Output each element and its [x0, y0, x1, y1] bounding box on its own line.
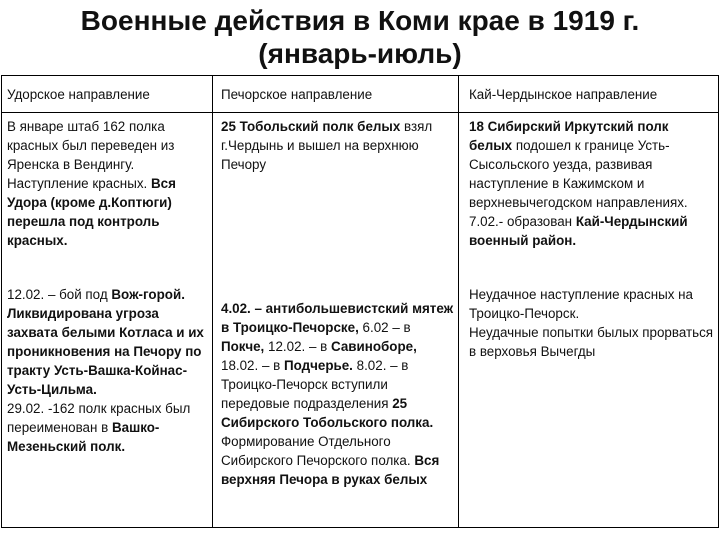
cell-bold-text: Подчерье.	[283, 358, 353, 373]
cell-pechora-2	[213, 281, 459, 528]
cell-bold-text: 18 Сибирский Иркутский полк белых	[469, 119, 669, 153]
cell-text: 7.02.- образован	[469, 214, 573, 229]
table-row	[2, 281, 719, 528]
military-actions-table	[1, 75, 719, 528]
cell-text: 12.02. – в	[268, 339, 328, 354]
cell-bold-text: Вся Удора (кроме д.Коптюги) перешла под контроль красных.	[7, 176, 176, 248]
cell-kai-cherdyn-1	[459, 113, 719, 282]
cell-bold-text: Вся верхняя Печора в руках белых	[221, 453, 440, 487]
cell-text: Неудачные попытки былых прорваться в верховья Вычегды	[469, 325, 714, 359]
cell-kai-cherdyn-2	[459, 281, 719, 528]
header-kai-cherdyn: Кай-Чердынское направление	[459, 76, 719, 113]
title-line-1: Военные действия в Коми крае в 1919 г.	[80, 5, 640, 36]
table-row	[2, 113, 719, 282]
cell-pechora-1	[213, 113, 459, 282]
cell-bold-text: Вож-горой. Ликвидирована угроза захвата белыми Котласа и их проникновения на Печору по тракту Усть-Вашка-Койнас- Усть-Цильма.	[7, 287, 204, 397]
cell-text: 12.02. – бой под	[7, 287, 108, 302]
cell-text: 6.02 – в	[362, 320, 411, 335]
cell-udora-1	[2, 113, 213, 282]
cell-bold-text: Покче,	[221, 339, 265, 354]
cell-bold-text: 4.02. – антибольшевистский мятеж в Троицко-Печорске,	[221, 301, 454, 335]
cell-text: 18.02. – в	[221, 358, 281, 373]
cell-text: Неудачное наступление красных на Троицко-Печорск.	[469, 287, 693, 321]
cell-text: взял г.Чердынь и вышел на верхнюю Печору	[221, 119, 433, 172]
page-title	[0, 4, 720, 70]
cell-text: 8.02. – в Троицко-Печорск вступили передовые подразделения	[221, 358, 409, 411]
cell-bold-text: 25 Тобольский полк белых	[221, 119, 401, 134]
cell-bold-text: Кай-Чердынский военный район.	[469, 214, 688, 248]
title-line-2: (январь-июль)	[258, 38, 462, 69]
cell-text: В январе штаб 162 полка красных был переведен из Яренска в Вендингу. Наступление красных.	[7, 119, 175, 191]
cell-text: подошел к границе Усть-Сысольского уезда, развивая наступление в Кажимском и верхневычегодском направлениях.	[469, 138, 688, 210]
cell-text: 29.02. -162 полк красных был переименован в	[7, 401, 191, 435]
table-header-row	[2, 76, 719, 113]
cell-bold-text: Вашко-Мезеньский полк.	[7, 420, 160, 454]
cell-udora-2	[2, 281, 213, 528]
cell-text: Формирование Отдельного Сибирского Печорского полка.	[221, 434, 411, 468]
header-udora: Удорское направление	[2, 76, 213, 113]
cell-bold-text: 25 Сибирского Тобольского полка.	[221, 396, 434, 430]
header-pechora: Печорское направление	[213, 76, 459, 113]
cell-bold-text: Савиноборе,	[330, 339, 417, 354]
